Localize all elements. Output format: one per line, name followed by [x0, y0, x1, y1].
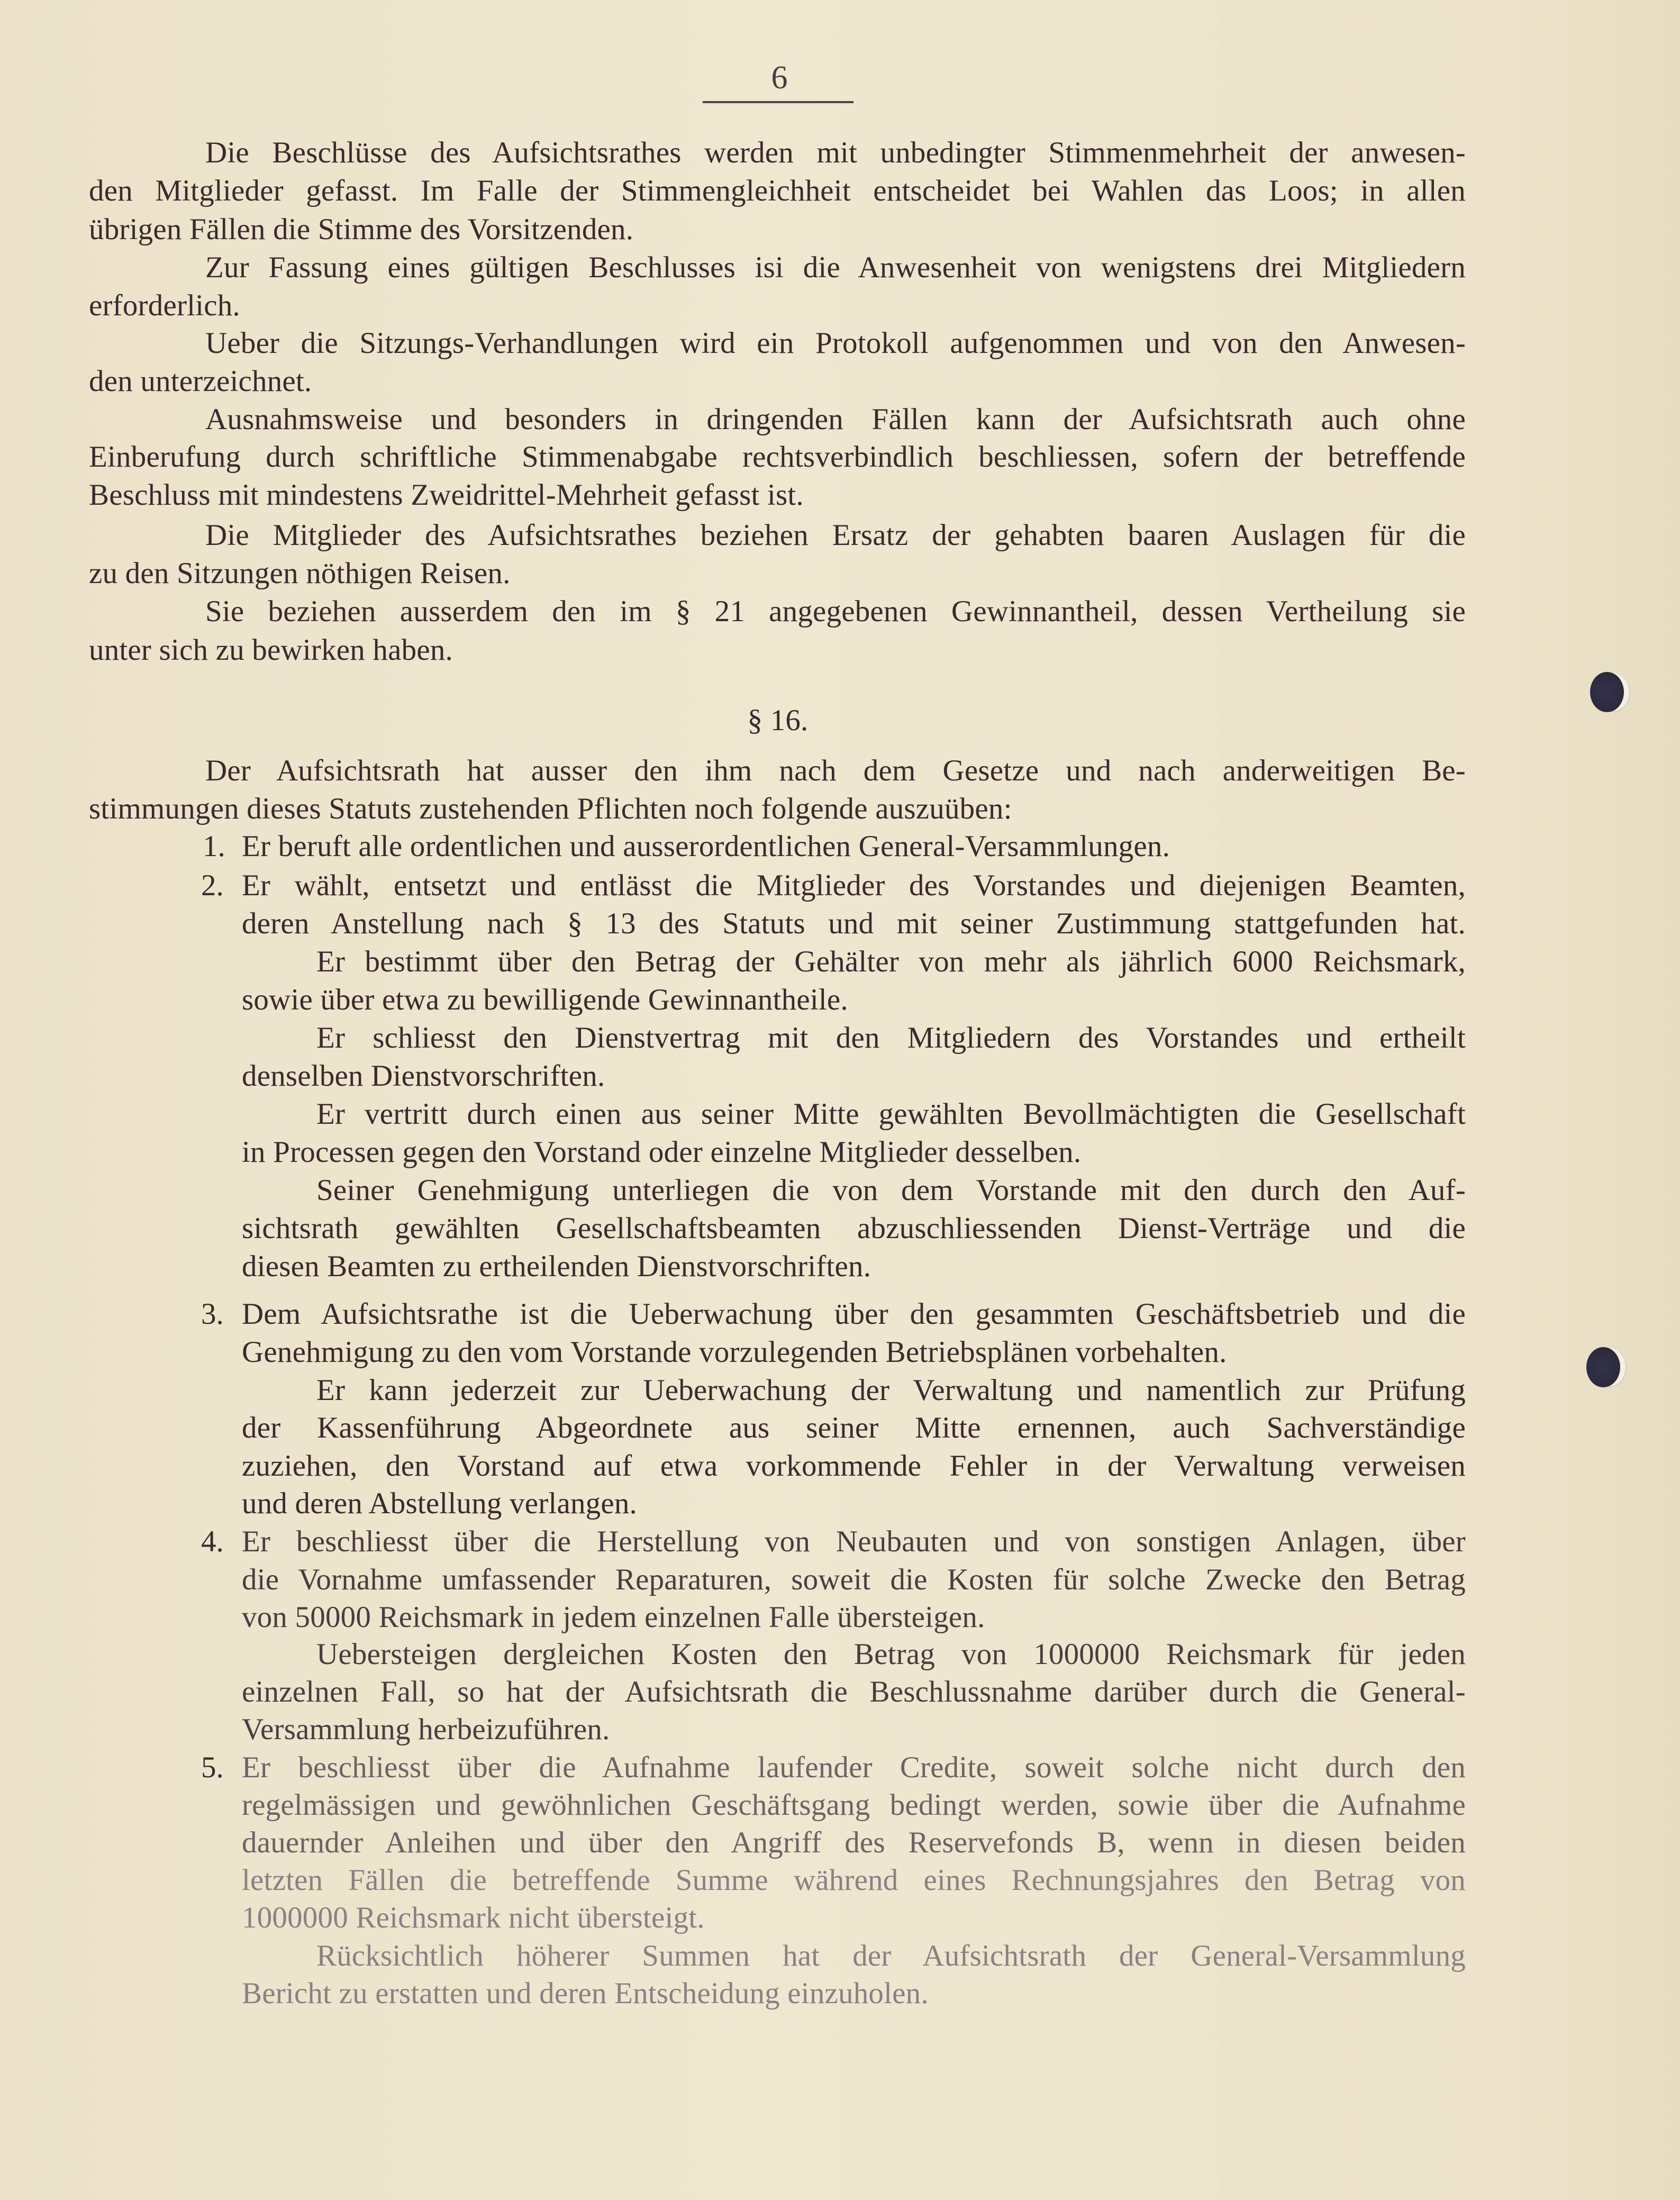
- list-item-line: Bericht zu erstatten und deren Entscheidung einzuholen.: [242, 1977, 929, 2010]
- list-number: 3.: [201, 1297, 224, 1331]
- list-item-line: Er vertritt durch einen aus seiner Mitte gewählten Bevollmächtigten die Gesellschaft: [316, 1097, 1466, 1131]
- list-item-line: sowie über etwa zu bewilligende Gewinnantheile.: [242, 983, 848, 1016]
- list-item-line: in Processen gegen den Vorstand oder einzelne Mitglieder desselben.: [242, 1135, 1082, 1169]
- list-item-line: Er wählt, entsetzt und entlässt die Mitglieder des Vorstandes und diejenigen Beamten,: [242, 869, 1466, 902]
- text-line: Einberufung durch schriftliche Stimmenabgabe rechtsverbindlich beschliessen, sofern der betreffende: [89, 440, 1466, 474]
- punch-hole-icon: [1586, 1347, 1620, 1387]
- list-item-line: Er beruft alle ordentlichen und ausserordentlichen General-Versammlungen.: [242, 830, 1170, 863]
- text-line: Zur Fassung eines gültigen Beschlusses isi die Anwesenheit von wenigstens drei Mitgliedern: [205, 251, 1466, 284]
- list-item-line: und deren Abstellung verlangen.: [242, 1487, 638, 1520]
- text-line: Beschluss mit mindestens Zweidrittel-Mehrheit gefasst ist.: [89, 478, 804, 512]
- list-item-line: Dem Aufsichtsrathe ist die Ueberwachung über den gesammten Geschäftsbetrieb und die: [242, 1297, 1466, 1331]
- text-line: übrigen Fällen die Stimme des Vorsitzenden.: [89, 213, 634, 246]
- list-item-line: sichtsrath gewählten Gesellschaftsbeamten abzuschliessenden Dienst-Verträge und die: [242, 1212, 1466, 1245]
- text-line: stimmungen dieses Statuts zustehenden Pflichten noch folgende auszuüben:: [89, 792, 1012, 825]
- list-item-line: von 50000 Reichsmark in jedem einzelnen Falle übersteigen.: [242, 1601, 985, 1634]
- list-item-line: letzten Fällen die betreffende Summe während eines Rechnungsjahres den Betrag von: [242, 1863, 1466, 1897]
- list-item-line: diesen Beamten zu ertheilenden Dienstvorschriften.: [242, 1250, 871, 1283]
- text-line: Ueber die Sitzungs-Verhandlungen wird ein Protokoll aufgenommen und von den Anwesen-: [205, 326, 1466, 360]
- list-number: 2.: [201, 869, 224, 902]
- text-line: den Mitglieder gefasst. Im Falle der Stimmengleichheit entscheidet bei Wahlen das Loos; in allen: [89, 174, 1466, 207]
- text-line: zu den Sitzungen nöthigen Reisen.: [89, 557, 511, 590]
- text-line: unter sich zu bewirken haben.: [89, 633, 453, 667]
- list-item-line: die Vornahme umfassender Reparaturen, soweit die Kosten für solche Zwecke den Betrag: [242, 1563, 1466, 1596]
- list-item-line: Er kann jederzeit zur Ueberwachung der Verwaltung und namentlich zur Prüfung: [316, 1374, 1466, 1407]
- text-line: erforderlich.: [89, 289, 240, 322]
- list-item-line: Er beschliesst über die Aufnahme laufender Credite, soweit solche nicht durch den: [242, 1751, 1466, 1784]
- text-line: Die Beschlüsse des Aufsichtsrathes werden mit unbedingter Stimmenmehrheit der anwesen-: [205, 136, 1466, 169]
- list-item-line: Versammlung herbeizuführen.: [242, 1713, 610, 1746]
- list-item-line: der Kassenführung Abgeordnete aus seiner Mitte ernennen, auch Sachverständige: [242, 1411, 1466, 1444]
- text-line: den unterzeichnet.: [89, 365, 312, 398]
- list-item-line: Er bestimmt über den Betrag der Gehälter von mehr als jährlich 6000 Reichsmark,: [316, 945, 1466, 978]
- list-item-line: Er beschliesst über die Herstellung von Neubauten und von sonstigen Anlagen, über: [242, 1525, 1466, 1558]
- page-number-rule: [703, 101, 853, 103]
- page-number: 6: [771, 60, 788, 96]
- text-line: Sie beziehen ausserdem den im § 21 angegebenen Gewinnantheil, dessen Vertheilung sie: [205, 595, 1466, 628]
- list-item-line: dauernder Anleihen und über den Angriff des Reservefonds B, wenn in diesen beiden: [242, 1826, 1466, 1859]
- list-item-line: einzelnen Fall, so hat der Aufsichtsrath die Beschlussnahme darüber durch die General-: [242, 1675, 1466, 1708]
- text-line: Die Mitglieder des Aufsichtsrathes beziehen Ersatz der gehabten baaren Auslagen für die: [205, 519, 1466, 552]
- list-item-line: Seiner Genehmigung unterliegen die von dem Vorstande mit den durch den Auf-: [316, 1174, 1466, 1207]
- list-item-line: Uebersteigen dergleichen Kosten den Betrag von 1000000 Reichsmark für jeden: [316, 1638, 1466, 1671]
- list-item-line: regelmässigen und gewöhnlichen Geschäftsgang bedingt werden, sowie über die Aufnahme: [242, 1788, 1466, 1822]
- text-line: Ausnahmsweise und besonders in dringenden Fällen kann der Aufsichtsrath auch ohne: [205, 403, 1466, 436]
- list-item-line: zuziehen, den Vorstand auf etwa vorkommende Fehler in der Verwaltung verweisen: [242, 1449, 1466, 1483]
- punch-hole-icon: [1590, 672, 1624, 712]
- list-number: 1.: [203, 830, 225, 863]
- list-number: 4.: [201, 1525, 224, 1558]
- section-heading: § 16.: [747, 704, 809, 737]
- text-line: Der Aufsichtsrath hat ausser den ihm nach dem Gesetze und nach anderweitigen Be-: [205, 754, 1466, 787]
- list-item-line: 1000000 Reichsmark nicht übersteigt.: [242, 1901, 705, 1934]
- list-item-line: Genehmigung zu den vom Vorstande vorzulegenden Betriebsplänen vorbehalten.: [242, 1335, 1227, 1369]
- list-item-line: deren Anstellung nach § 13 des Statuts und mit seiner Zustimmung stattgefunden hat.: [242, 907, 1466, 940]
- list-number: 5.: [201, 1751, 224, 1784]
- list-item-line: denselben Dienstvorschriften.: [242, 1059, 605, 1093]
- list-item-line: Er schliesst den Dienstvertrag mit den Mitgliedern des Vorstandes und ertheilt: [316, 1021, 1466, 1054]
- list-item-line: Rücksichtlich höherer Summen hat der Aufsichtsrath der General-Versammlung: [316, 1939, 1466, 1972]
